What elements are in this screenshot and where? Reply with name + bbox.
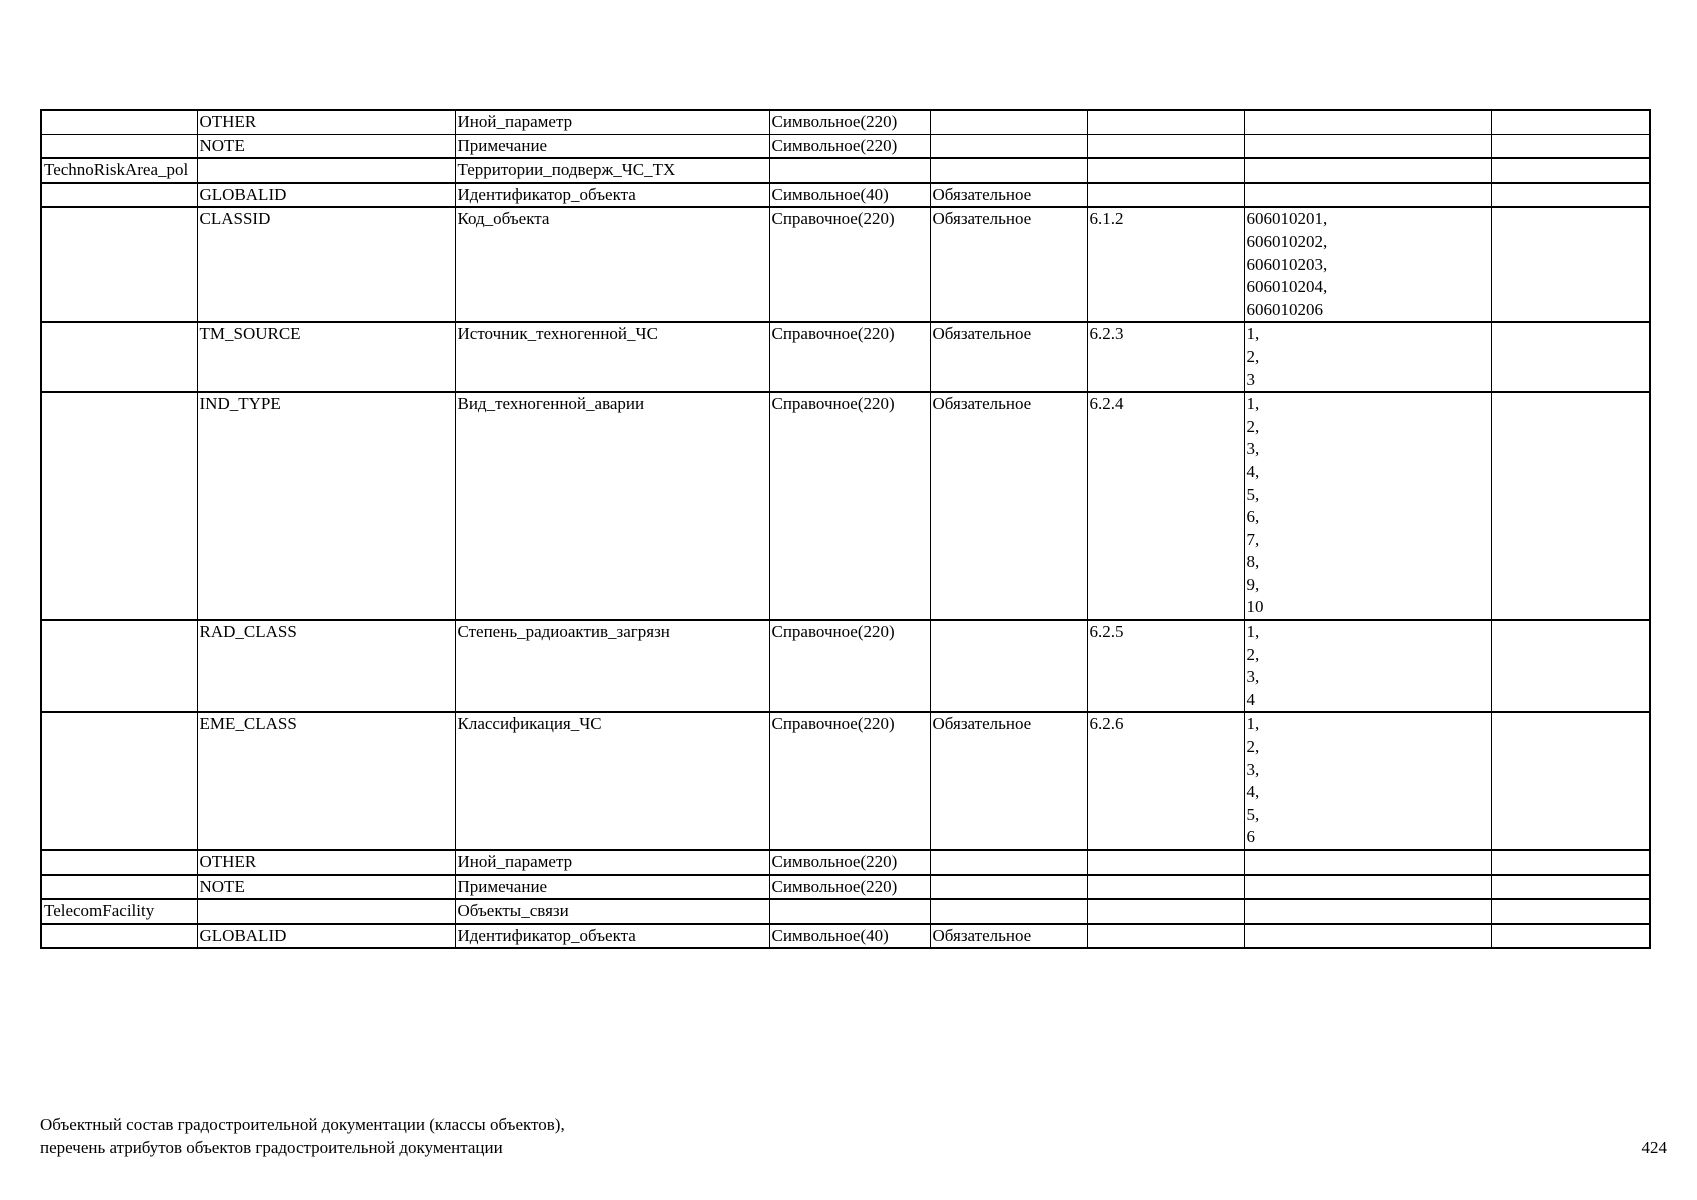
field-name-cell: Степень_радиоактив_загрязн [455,620,769,712]
required-cell [930,850,1087,875]
field-code-cell: NOTE [197,134,455,158]
class-name-cell [41,110,197,134]
reference-cell [1087,158,1244,183]
data-type-cell: Символьное(220) [769,875,930,900]
value-line: 1, [1246,394,1260,414]
value-line: 5, [1246,484,1260,504]
value-line: 6 [1246,827,1255,847]
data-type-cell: Справочное(220) [769,620,930,712]
field-name-cell: Вид_техногенной_аварии [455,392,769,620]
field-name-cell: Классификация_ЧС [455,712,769,850]
class-name-cell [41,207,197,322]
note-cell [1491,183,1650,208]
class-name-cell [41,712,197,850]
table-row [41,392,1650,620]
value-line: 606010206 [1246,299,1323,319]
field-code-cell: NOTE [197,875,455,900]
note-cell [1491,134,1650,158]
values-cell [1244,158,1491,183]
value-line: 606010201, [1246,209,1328,229]
reference-cell [1087,850,1244,875]
table-row [41,322,1650,392]
class-name-cell [41,875,197,900]
field-code-cell: TM_SOURCE [197,322,455,392]
footer [40,1113,565,1159]
data-type-cell: Справочное(220) [769,712,930,850]
data-type-cell: Символьное(220) [769,850,930,875]
field-name-cell: Территории_подверж_ЧС_ТХ [455,158,769,183]
reference-cell [1087,924,1244,949]
field-code-cell: OTHER [197,110,455,134]
values-cell [1244,620,1491,712]
field-code-cell [197,899,455,924]
table-row [41,207,1650,322]
class-name-cell: TechnoRiskArea_pol [41,158,197,183]
required-cell [930,158,1087,183]
value-line: 3, [1246,667,1260,687]
value-line: 1, [1246,324,1260,344]
values-cell [1244,850,1491,875]
required-cell: Обязательное [930,207,1087,322]
field-name-cell: Примечание [455,134,769,158]
field-code-cell: IND_TYPE [197,392,455,620]
field-code-cell [197,158,455,183]
value-line: 606010202, [1246,231,1328,251]
reference-cell [1087,183,1244,208]
class-name-cell [41,134,197,158]
value-line: 10 [1246,597,1264,617]
value-line: 4, [1246,461,1260,481]
value-line: 9, [1246,574,1260,594]
value-line: 2, [1246,737,1260,757]
value-line: 1, [1246,714,1260,734]
required-cell: Обязательное [930,183,1087,208]
table-row [41,158,1650,183]
field-name-cell: Примечание [455,875,769,900]
note-cell [1491,924,1650,949]
data-type-cell [769,899,930,924]
values-cell [1244,875,1491,900]
values-cell [1244,322,1491,392]
value-line: 606010204, [1246,277,1328,297]
table-row [41,183,1650,208]
data-type-cell: Справочное(220) [769,322,930,392]
field-name-cell: Объекты_связи [455,899,769,924]
note-cell [1491,392,1650,620]
values-cell [1244,924,1491,949]
reference-cell: 6.2.3 [1087,322,1244,392]
field-code-cell: OTHER [197,850,455,875]
reference-cell [1087,875,1244,900]
note-cell [1491,110,1650,134]
field-name-cell: Источник_техногенной_ЧС [455,322,769,392]
reference-cell [1087,110,1244,134]
field-name-cell: Идентификатор_объекта [455,183,769,208]
value-line: 2, [1246,416,1260,436]
field-code-cell: RAD_CLASS [197,620,455,712]
value-line: 3, [1246,759,1260,779]
table-row [41,875,1650,900]
required-cell [930,620,1087,712]
table-row [41,712,1650,850]
values-cell [1244,392,1491,620]
values-cell [1244,207,1491,322]
field-name-cell: Иной_параметр [455,110,769,134]
class-name-cell [41,322,197,392]
note-cell [1491,899,1650,924]
values-cell [1244,110,1491,134]
note-cell [1491,850,1650,875]
data-type-cell [769,158,930,183]
values-cell [1244,899,1491,924]
value-line: 2, [1246,644,1260,664]
data-type-cell: Справочное(220) [769,207,930,322]
required-cell [930,110,1087,134]
field-name-cell: Идентификатор_объекта [455,924,769,949]
reference-cell [1087,134,1244,158]
value-line: 1, [1246,622,1260,642]
value-line: 5, [1246,804,1260,824]
field-code-cell: EME_CLASS [197,712,455,850]
data-type-cell: Символьное(220) [769,134,930,158]
note-cell [1491,207,1650,322]
note-cell [1491,620,1650,712]
value-line: 606010203, [1246,254,1328,274]
field-code-cell: GLOBALID [197,183,455,208]
table-row [41,850,1650,875]
table-row [41,134,1650,158]
table-row [41,899,1650,924]
class-name-cell [41,924,197,949]
field-code-cell: CLASSID [197,207,455,322]
note-cell [1491,875,1650,900]
data-type-cell: Символьное(220) [769,110,930,134]
data-type-cell: Символьное(40) [769,183,930,208]
field-name-cell: Код_объекта [455,207,769,322]
class-name-cell [41,620,197,712]
required-cell: Обязательное [930,322,1087,392]
data-type-cell: Справочное(220) [769,392,930,620]
value-line: 3, [1246,439,1260,459]
required-cell [930,899,1087,924]
class-name-cell [41,392,197,620]
value-line: 4, [1246,782,1260,802]
footer-line-2: перечень атрибутов объектов градостроительной документации [40,1138,503,1157]
value-line: 7, [1246,529,1260,549]
value-line: 8, [1246,552,1260,572]
reference-cell [1087,899,1244,924]
table-body [41,110,1650,948]
required-cell: Обязательное [930,712,1087,850]
class-name-cell: TelecomFacility [41,899,197,924]
value-line: 6, [1246,507,1260,527]
required-cell: Обязательное [930,924,1087,949]
required-cell [930,134,1087,158]
value-line: 4 [1246,689,1255,709]
data-type-cell: Символьное(40) [769,924,930,949]
value-line: 3 [1246,369,1255,389]
reference-cell: 6.2.5 [1087,620,1244,712]
table-row [41,110,1650,134]
reference-cell: 6.2.6 [1087,712,1244,850]
note-cell [1491,158,1650,183]
page-number: 424 [1641,1138,1667,1157]
note-cell [1491,322,1650,392]
values-cell [1244,712,1491,850]
values-cell [1244,183,1491,208]
required-cell [930,875,1087,900]
required-cell: Обязательное [930,392,1087,620]
class-name-cell [41,183,197,208]
class-name-cell [41,850,197,875]
values-cell [1244,134,1491,158]
attributes-table [40,109,1651,949]
table-row [41,924,1650,949]
footer-line-1: Объектный состав градостроительной документации (классы объектов), [40,1115,565,1134]
field-code-cell: GLOBALID [197,924,455,949]
field-name-cell: Иной_параметр [455,850,769,875]
reference-cell: 6.2.4 [1087,392,1244,620]
value-line: 2, [1246,346,1260,366]
reference-cell: 6.1.2 [1087,207,1244,322]
table-row [41,620,1650,712]
note-cell [1491,712,1650,850]
